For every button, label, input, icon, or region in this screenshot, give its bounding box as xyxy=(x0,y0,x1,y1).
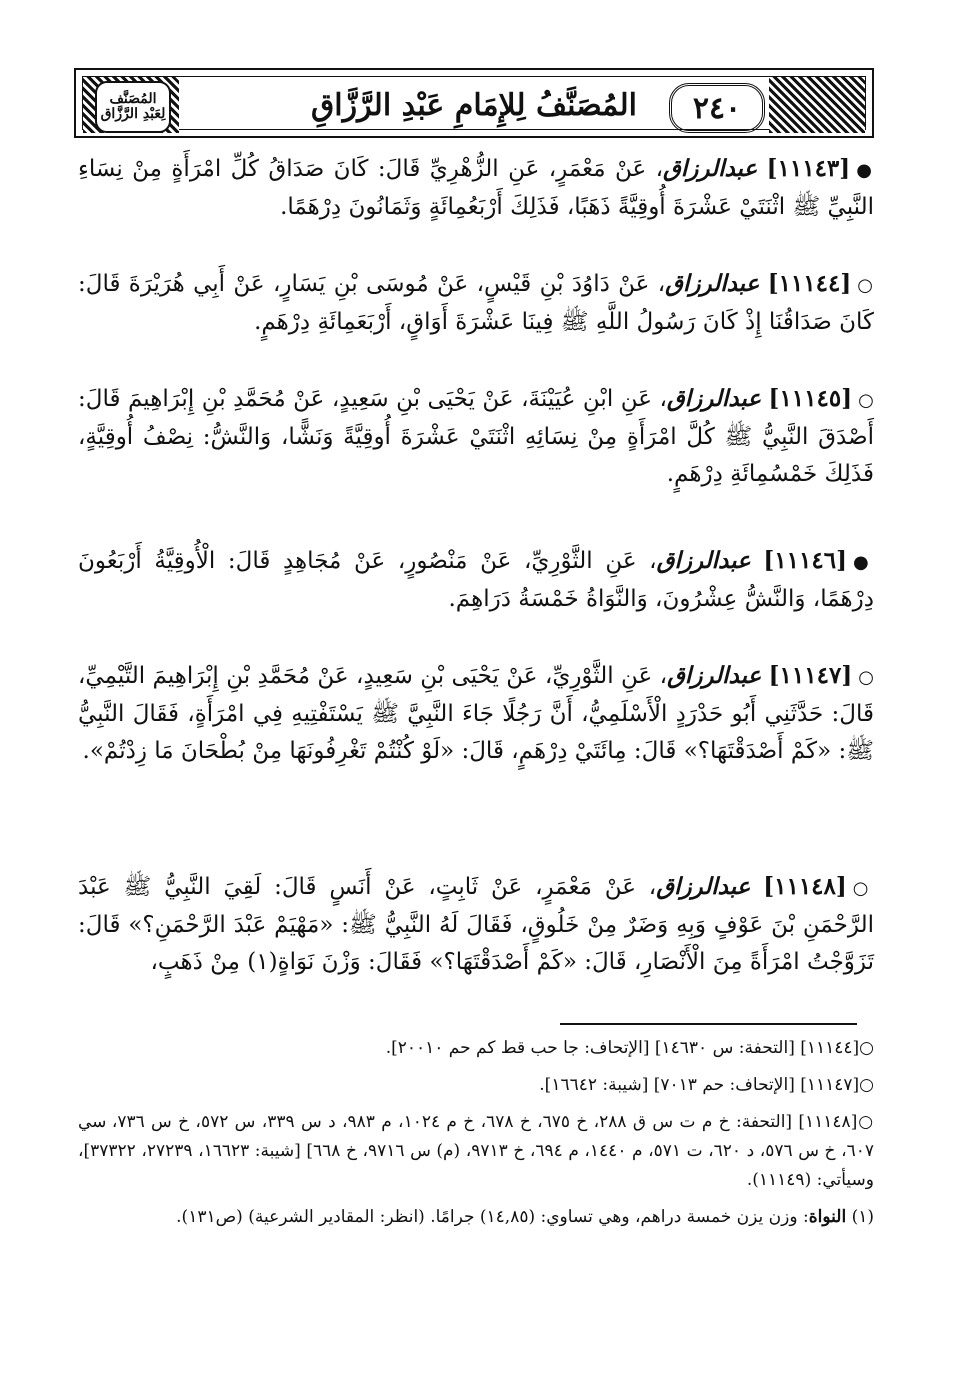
hadith-number: [١١١٤٦] xyxy=(763,547,847,574)
book-title: المُصَنَّفُ لِلإِمَامِ عَبْدِ الرَّزَّاقِ xyxy=(311,87,637,123)
hadith-number: [١١١٤٥] xyxy=(768,385,853,412)
hadith-source: عبدالرزاق xyxy=(656,547,751,574)
footnote xyxy=(78,1203,874,1232)
page-number: ٢٤٠ xyxy=(669,83,765,133)
hadith-text: ، عَنْ مَعْمَرٍ، عَنْ ثَابِتٍ، عَنْ أَنَسٍ قَالَ: لَقِيَ النَّبِيُّ ﷺ عَبْدَ الرَّحْمَنِ بْنَ عَوْفٍ وَبِهِ وَضَرٌ مِنْ خَلُوقٍ، فَقَالَ لَهُ النَّبِيُّ ﷺ: «مَهْيَمْ عَبْدَ الرَّحْمَنِ؟» قَالَ: تَزَوَّجْتُ امْرَأَةً مِنَ الْأَنْصَارِ، قَالَ: «كَمْ أَصْدَقْتَهَا؟» فَقَالَ: وَزْنَ نَوَاةٍ(١) مِنْ ذَهَبٍ، xyxy=(78,874,874,975)
entry-marker: ● xyxy=(856,160,874,181)
hadith-text: ، عَنْ دَاوُدَ بْنِ قَيْسٍ، عَنْ مُوسَى بْنِ يَسَارٍ، عَنْ أَبِي هُرَيْرَةَ قَالَ: كَانَ صَدَاقُنَا إِذْ كَانَ رَسُولُ اللَّهِ ﷺ فِينَا عَشْرَةَ أَوَاقٍ، أَرْبَعَمِائَةِ دِرْهَمٍ. xyxy=(78,271,874,335)
hadith-source: عبدالرزاق xyxy=(663,155,758,182)
page-header xyxy=(74,68,874,138)
hadith-text: ، عَنِ ابْنِ عُيَيْنَةَ، عَنْ يَحْيَى بْنِ سَعِيدٍ، عَنْ مُحَمَّدِ بْنِ إِبْرَاهِيمَ قَالَ: أَصْدَقَ النَّبِيُّ ﷺ كُلَّ امْرَأَةٍ مِنْ نِسَائِهِ اثْنَتَيْ عَشْرَةَ أُوقِيَّةً وَنَشًّا، وَالنَّشُّ: نِصْفُ أُوقِيَّةٍ، فَذَلِكَ خَمْسُمِائَةِ دِرْهَمٍ. xyxy=(78,386,874,487)
hadith-text: ، عَنِ الثَّوْرِيِّ، عَنْ مَنْصُورٍ، عَنْ مُجَاهِدٍ قَالَ: الْأُوقِيَّةُ أَرْبَعُونَ دِرْهَمًا، وَالنَّشُّ عِشْرُونَ، وَالنَّوَاةُ خَمْسَةُ دَرَاهِمَ. xyxy=(78,548,874,612)
footnote-label: (١) xyxy=(851,1207,874,1227)
hadith-number: [١١١٤٧] xyxy=(768,662,853,689)
footnote-text: : وزن يزن خمسة دراهم، وهي تساوي: (١٤,٨٥) جرامًا. (انظر: المقادير الشرعية) (ص١٣١). xyxy=(176,1207,809,1227)
hadith-source: عبدالرزاق xyxy=(666,385,762,412)
reference-note: ○[١١١٤٤] [التحفة: س ١٤٦٣٠] [الإتحاف: جا حب قط كم حم ٢٠٠١٠]. xyxy=(385,1038,874,1058)
hadith-text: ، عَنِ الثَّوْرِيِّ، عَنْ يَحْيَى بْنِ سَعِيدٍ، عَنْ مُحَمَّدِ بْنِ إِبْرَاهِيمَ التَّيْمِيِّ، قَالَ: حَدَّثَنِي أَبُو حَدْرَدٍ الْأَسْلَمِيُّ، أَنَّ رَجُلًا جَاءَ النَّبِيَّ ﷺ يَسْتَفْتِيهِ فِي امْرَأَةٍ، فَقَالَ النَّبِيُّ ﷺ: «كَمْ أَصْدَقْتَهَا؟» قَالَ: مِائَتَيْ دِرْهَمٍ، قَالَ: «لَوْ كُنْتُمْ تَغْرِفُونَهَا مِنْ بُطْحَانَ مَا زِدْتُمْ». xyxy=(78,663,874,764)
hadith-source: عبدالرزاق xyxy=(667,662,762,689)
entry-marker: ○ xyxy=(852,878,875,899)
hadith-entry xyxy=(78,542,874,618)
hadith-text: ، عَنْ مَعْمَرٍ، عَنِ الزُّهْرِيِّ قَالَ: كَانَ صَدَاقُ كُلِّ امْرَأَةٍ مِنْ نِسَاءِ النَّبِيِّ ﷺ اثْنَتَيْ عَشْرَةَ أُوقِيَّةً ذَهَبًا، فَذَلِكَ أَرْبَعُمِائَةٍ وَثَمَانُونَ دِرْهَمًا. xyxy=(78,156,874,220)
hadith-entry xyxy=(78,868,874,981)
entry-marker: ○ xyxy=(857,275,874,296)
reference-note: ○[١١١٤٧] [الإتحاف: حم ٧٠١٣] [شيبة: ١٦٦٤٢]. xyxy=(539,1075,874,1095)
entry-marker: ● xyxy=(852,552,874,573)
hadith-entry xyxy=(78,265,874,341)
entry-marker: ○ xyxy=(858,390,874,411)
hadith-entry xyxy=(78,380,874,493)
hadith-source: عبدالرزاق xyxy=(665,270,760,297)
hadith-number: [١١١٤٣] xyxy=(766,155,851,182)
hadith-number: [١١١٤٨] xyxy=(763,873,847,900)
reference-note: ○[١١١٤٨] [التحفة: خ م ت س ق ٢٨٨، خ ٦٧٥، خ ٦٧٨، خ م ١٠٢٤، م ٩٨٣، د س ٣٣٩، س ٥٧٢، خ س ٧٣٦، سي ٦٠٧، خ س ٥٧٦، د ٦٢٠، ت ٥٧١، م ١٤٤٠، م ٦٩٤، خ ٩٧١٣، (م) س ٩٧١٦، خ ٦٦٨] [شيبة: ١٦٦٢٣، ٢٧٢٣٩، ٣٧٣٢٢]، وسيأتي: (١١١٤٩). xyxy=(78,1112,875,1190)
footnote-divider xyxy=(560,1023,857,1025)
entry-marker: ○ xyxy=(858,667,874,688)
hadith-source: عبدالرزاق xyxy=(656,873,751,900)
hadith-number: [١١١٤٤] xyxy=(767,270,852,297)
footnote-title: النواة xyxy=(808,1207,847,1227)
book-logo: المُصَنَّف لِعَبْدِ الرَّزَّاق xyxy=(95,81,171,133)
header-frame xyxy=(82,76,866,130)
hadith-entry xyxy=(78,150,874,226)
header-ornament-right xyxy=(769,77,865,133)
hadith-entry xyxy=(78,657,874,770)
footnotes xyxy=(78,1034,874,1240)
